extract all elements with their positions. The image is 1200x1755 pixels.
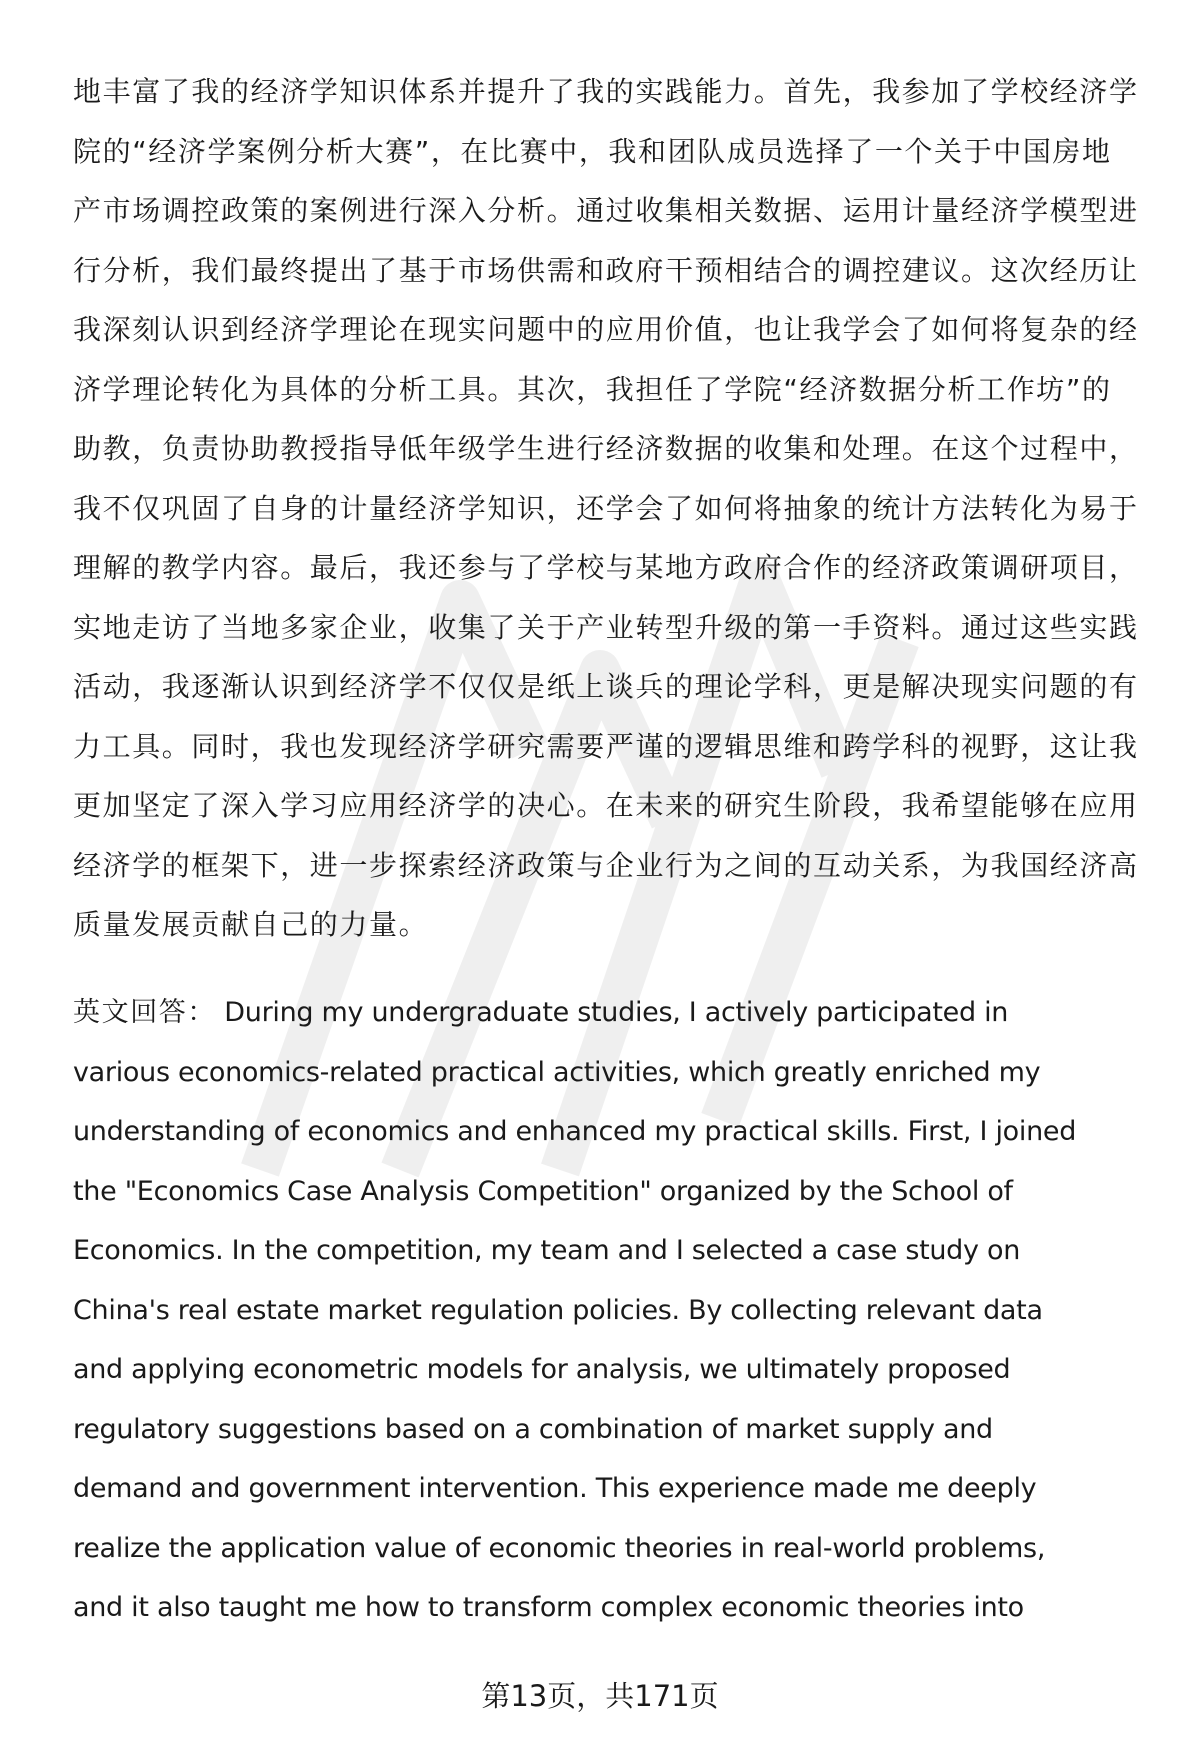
text-line: 地丰富了我的经济学知识体系并提升了我的实践能力。首先，我参加了学校经济学 bbox=[73, 75, 1139, 108]
text-line: Economics. In the competition, my team and I selected a case study on bbox=[73, 1235, 1021, 1266]
text-line: understanding of economics and enhanced my practical skills. First, I joined bbox=[73, 1116, 1077, 1147]
text-line: 更加坚定了深入学习应用经济学的决心。在未来的研究生阶段，我希望能够在应用 bbox=[73, 789, 1139, 822]
text-line: 院的“经济学案例分析大赛”，在比赛中，我和团队成员选择了一个关于中国房地 bbox=[73, 134, 1112, 168]
text-line: 济学理论转化为具体的分析工具。其次，我担任了学院“经济数据分析工作坊”的 bbox=[73, 372, 1112, 406]
text-line: various economics-related practical activities, which greatly enriched my bbox=[73, 1056, 1041, 1088]
text-line: 理解的教学内容。最后，我还参与了学校与某地方政府合作的经济政策调研项目， bbox=[73, 551, 1139, 584]
text-line-content: During my undergraduate studies, I actively participated in bbox=[216, 997, 1009, 1028]
text-line: the "Economics Case Analysis Competition" organized by the School of bbox=[73, 1175, 1013, 1207]
text-line: regulatory suggestions based on a combination of market supply and bbox=[73, 1413, 993, 1445]
text-line: 活动，我逐渐认识到经济学不仅仅是纸上谈兵的理论学科，更是解决现实问题的有 bbox=[73, 670, 1139, 703]
text-line: 实地走访了当地多家企业，收集了关于产业转型升级的第一手资料。通过这些实践 bbox=[73, 610, 1139, 644]
text-line: China's real estate market regulation policies. By collecting relevant data bbox=[73, 1294, 1043, 1326]
text-line: 产市场调控政策的案例进行深入分析。通过收集相关数据、运用计量经济学模型进 bbox=[73, 194, 1139, 227]
english-answer-paragraph bbox=[73, 983, 1148, 1638]
text-line: 助教，负责协助教授指导低年级学生进行经济数据的收集和处理。在这个过程中， bbox=[73, 432, 1139, 465]
text-line: realize the application value of economic theories in real-world problems, bbox=[73, 1532, 1046, 1564]
text-line: and it also taught me how to transform complex economic theories into bbox=[73, 1592, 1024, 1623]
text-line: 力工具。同时，我也发现经济学研究需要严谨的逻辑思维和跨学科的视野，这让我 bbox=[73, 729, 1139, 763]
page-number-footer: 第13页，共171页 bbox=[481, 1679, 719, 1713]
text-line: and applying econometric models for analysis, we ultimately proposed bbox=[73, 1354, 1011, 1385]
chinese-answer-paragraph bbox=[73, 62, 1148, 955]
text-line: 质量发展贡献自己的力量。 bbox=[73, 908, 429, 941]
text-line: 我深刻认识到经济学理论在现实问题中的应用价值，也让我学会了如何将复杂的经 bbox=[73, 313, 1139, 346]
text-line: 我不仅巩固了自身的计量经济学知识，还学会了如何将抽象的统计方法转化为易于 bbox=[73, 491, 1139, 525]
text-line: 经济学的框架下，进一步探索经济政策与企业行为之间的互动关系，为我国经济高 bbox=[73, 848, 1139, 882]
text-line bbox=[73, 983, 1148, 1043]
text-line: 行分析，我们最终提出了基于市场供需和政府干预相结合的调控建议。这次经历让 bbox=[73, 253, 1139, 287]
text-line: demand and government intervention. This experience made me deeply bbox=[73, 1473, 1037, 1504]
english-answer-label: 英文回答： bbox=[73, 997, 216, 1028]
